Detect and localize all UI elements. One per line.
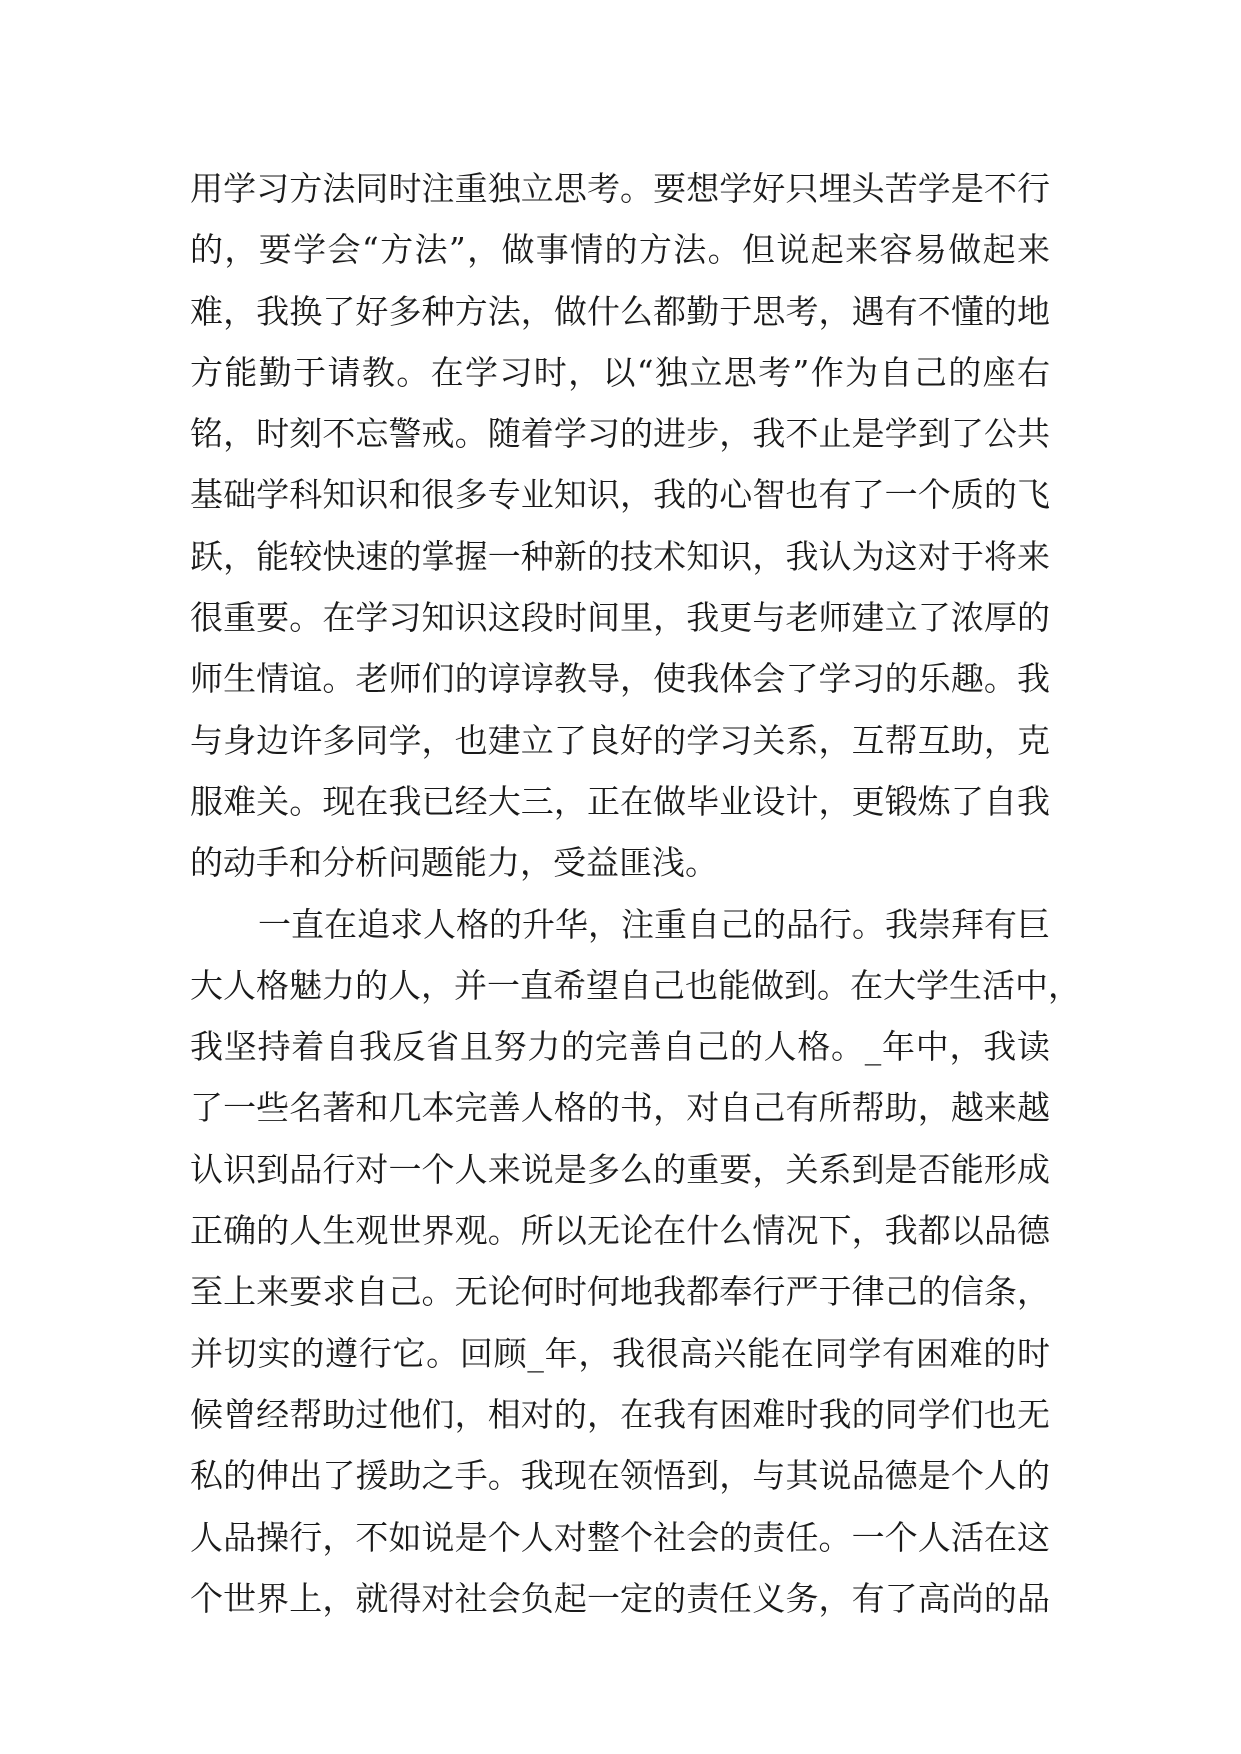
paragraph [190,158,1050,894]
text-line: 候曾经帮助过他们，相对的，在我有困难时我的同学们也无 [190,1394,1050,1434]
text-line: 很重要。在学习知识这段时间里，我更与老师建立了浓厚的 [190,598,1050,638]
text-line: 至上来要求自己。无论何时何地我都奉行严于律己的信条， [190,1272,1050,1312]
text-line: 我坚持着自我反省且努力的完善自己的人格。_年中，我读 [190,1027,1050,1067]
text-line: 跃，能较快速的掌握一种新的技术知识，我认为这对于将来 [190,536,1050,576]
text-line: 了一些名著和几本完善人格的书，对自己有所帮助，越来越 [190,1088,1050,1128]
text-line: 个世界上，就得对社会负起一定的责任义务，有了高尚的品 [190,1578,1050,1618]
text-line: 认识到品行对一个人来说是多么的重要，关系到是否能形成 [190,1149,1050,1189]
text-line: 师生情谊。老师们的谆谆教导，使我体会了学习的乐趣。我 [190,659,1050,699]
text-line: 人品操行，不如说是个人对整个社会的责任。一个人活在这 [190,1517,1050,1557]
text-line: 并切实的遵行它。回顾_年，我很高兴能在同学有困难的时 [190,1333,1050,1373]
text-line: 的动手和分析问题能力，受益匪浅。 [190,843,718,883]
text-line: 铭，时刻不忘警戒。随着学习的进步，我不止是学到了公共 [190,414,1050,454]
paragraph [190,894,1081,1630]
text-line: 方能勤于请教。在学习时，以“独立思考”作为自己的座右 [190,352,1050,392]
text-line: 基础学科知识和很多专业知识，我的心智也有了一个质的飞 [190,475,1050,515]
text-line: 难，我换了好多种方法，做什么都勤于思考，遇有不懂的地 [190,291,1050,331]
text-line: 用学习方法同时注重独立思考。要想学好只埋头苦学是不行 [190,169,1050,208]
text-line: 正确的人生观世界观。所以无论在什么情况下，我都以品德 [190,1211,1050,1251]
text-line: 一直在追求人格的升华，注重自己的品行。我崇拜有巨 [258,904,1050,944]
text-line: 的，要学会“方法”，做事情的方法。但说起来容易做起来 [190,230,1050,270]
text-line: 大人格魅力的人，并一直希望自己也能做到。在大学生活中， [190,965,1081,1005]
text-line: 私的伸出了援助之手。我现在领悟到，与其说品德是个人的 [190,1456,1050,1496]
text-line: 与身边许多同学，也建立了良好的学习关系，互帮互助，克 [190,720,1050,760]
text-line: 服难关。现在我已经大三，正在做毕业设计，更锻炼了自我 [190,781,1050,821]
document-body [190,158,1081,1629]
